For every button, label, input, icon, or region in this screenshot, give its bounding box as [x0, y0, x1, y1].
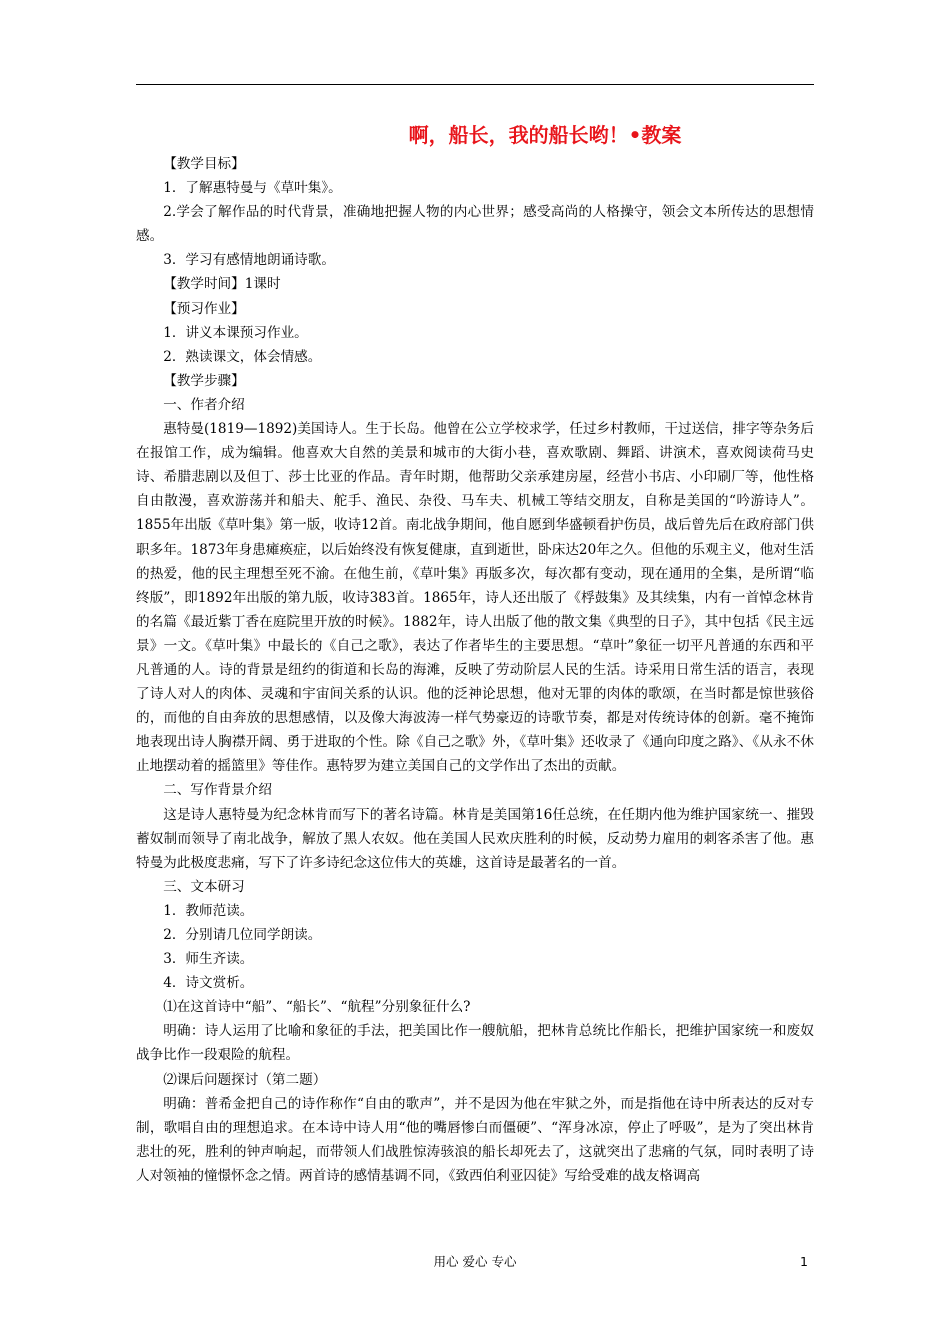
paragraph: 这是诗人惠特曼为纪念林肯而写下的著名诗篇。林肯是美国第16任总统，在任期内他为维护国家统一、摧毁蓄奴制而领导了南北战争，解放了黑人农奴。他在美国人民欢庆胜利的时候，反动势力雇用的刺客杀害了他。惠特曼为此极度悲痛，写下了许多诗纪念这位伟大的英雄，这首诗是最著名的一首。	[136, 806, 814, 871]
page-title: 啊，船长，我的船长哟！•教案	[408, 123, 682, 147]
paragraph: ⑵课后问题探讨（第二题）	[163, 1071, 327, 1088]
paragraph: 2.学会了解作品的时代背景，准确地把握人物的内心世界；感受高尚的人格操守，领会文本所传达的思想情感。	[136, 204, 814, 245]
paragraph: 2．分别请几位同学朗读。	[163, 927, 322, 943]
paragraph: 惠特曼(1819—1892)美国诗人。生于长岛。他曾在公立学校求学，任过乡村教师，干过送信，排字等杂务后在报馆工作，成为编辑。他喜欢大自然的美景和城市的大街小巷，喜欢歌剧、舞蹈、讲演术，喜欢阅读荷马史诗、希腊悲剧以及但丁、莎士比亚的作品。青年时期，他帮助父亲承建房屋，经营小书店、小印刷厂等，他性格自由散漫，喜欢游荡并和船夫、舵手、渔民、杂役、马车夫、机械工等结交朋友，自称是美国的“吟游诗人”。1855年出版《草叶集》第一版，收诗12首。南北战争期间，他自愿到华盛顿看护伤员，战后曾先后在政府部门供职多年。1873年身患瘫痪症，以后始终没有恢复健康，直到逝世，卧床达20年之久。但他的乐观主义，他对生活的热爱，他的民主理想至死不渝。在他生前，《草叶集》再版多次，每次都有变动，现在通用的全集，是所谓“临终版”，即1892年出版的第九版，收诗383首。1865年，诗人还出版了《桴鼓集》及其续集，内有一首悼念林肯的名篇《最近紫丁香在庭院里开放的时候》。1882年，诗人出版了他的散文集《典型的日子》，其中包括《民主远景》一文。《草叶集》中最长的《自己之歌》，表达了作者毕生的主要思想。“草叶”象征一切平凡普通的东西和平凡普通的人。诗的背景是纽约的街道和长岛的海滩，反映了劳动阶层人民的生活。诗采用日常生活的语言，表现了诗人对人的肉体、灵魂和宇宙间关系的认识。他的泛神论思想，他对无罪的肉体的歌颂，在当时都是惊世骇俗的，而他的自由奔放的思想感情，以及像大海波涛一样气势豪迈的诗歌节奏，都是对传统诗体的创新。毫不掩饰地表现出诗人胸襟开阔、勇于进取的个性。除《自己之歌》外，《草叶集》还收录了《通向印度之路》、《从永不休止地摆动着的摇篮里》等佳作。惠特罗为建立美国自己的文学作出了杰出的贡献。	[136, 421, 814, 775]
section-heading: 一、作者介绍	[163, 396, 245, 413]
section-heading: 三、文本研习	[163, 878, 245, 895]
section-heading: 二、写作背景介绍	[163, 782, 272, 799]
paragraph: 3．学习有感情地朗诵诗歌。	[163, 252, 335, 269]
paragraph: 【教学步骤】	[163, 372, 245, 389]
paragraph: 【教学时间】1课时	[163, 276, 281, 293]
paragraph: 2．熟读课文，体会情感。	[163, 348, 322, 365]
paragraph: 明确：诗人运用了比喻和象征的手法，把美国比作一艘航船，把林肯总统比作船长，把维护国家统一和废奴战争比作一段艰险的航程。	[136, 1023, 814, 1064]
paragraph: 4．诗文赏析。	[163, 975, 254, 992]
paragraph: 【教学目标】	[163, 156, 245, 172]
paragraph: ⑴在这首诗中“船”、“船长”、“航程”分别象征什么?	[163, 999, 471, 1016]
paragraph: 【预习作业】	[163, 300, 245, 317]
paragraph: 明确：普希金把自己的诗作称作“自由的歌声”，并不是因为他在牢狱之外，而是指他在诗中所表达的反对专制，歌唱自由的理想追求。在本诗中诗人用“他的嘴唇惨白而僵硬”、“浑身冰凉，停止了呼吸”，是为了突出林肯悲壮的死，胜利的钟声响起，而带领人们战胜惊涛骇浪的船长却死去了，这就突出了悲痛的气氛，同时表明了诗人对领袖的憧憬怀念之情。两首诗的感情基调不同，《致西伯利亚囚徒》写给受难的战友格调高	[136, 1095, 814, 1184]
paragraph: 1．讲义本课预习作业。	[163, 324, 308, 341]
page-footer: 用心 爱心 专心	[433, 1254, 517, 1269]
document-body	[136, 118, 814, 1188]
paragraph: 1．了解惠特曼与《草叶集》。	[163, 180, 342, 197]
header-rule	[136, 84, 814, 85]
paragraph: 3．师生齐读。	[163, 951, 254, 968]
paragraph: 1．教师范读。	[163, 902, 254, 919]
page-number: 1	[800, 1254, 808, 1269]
